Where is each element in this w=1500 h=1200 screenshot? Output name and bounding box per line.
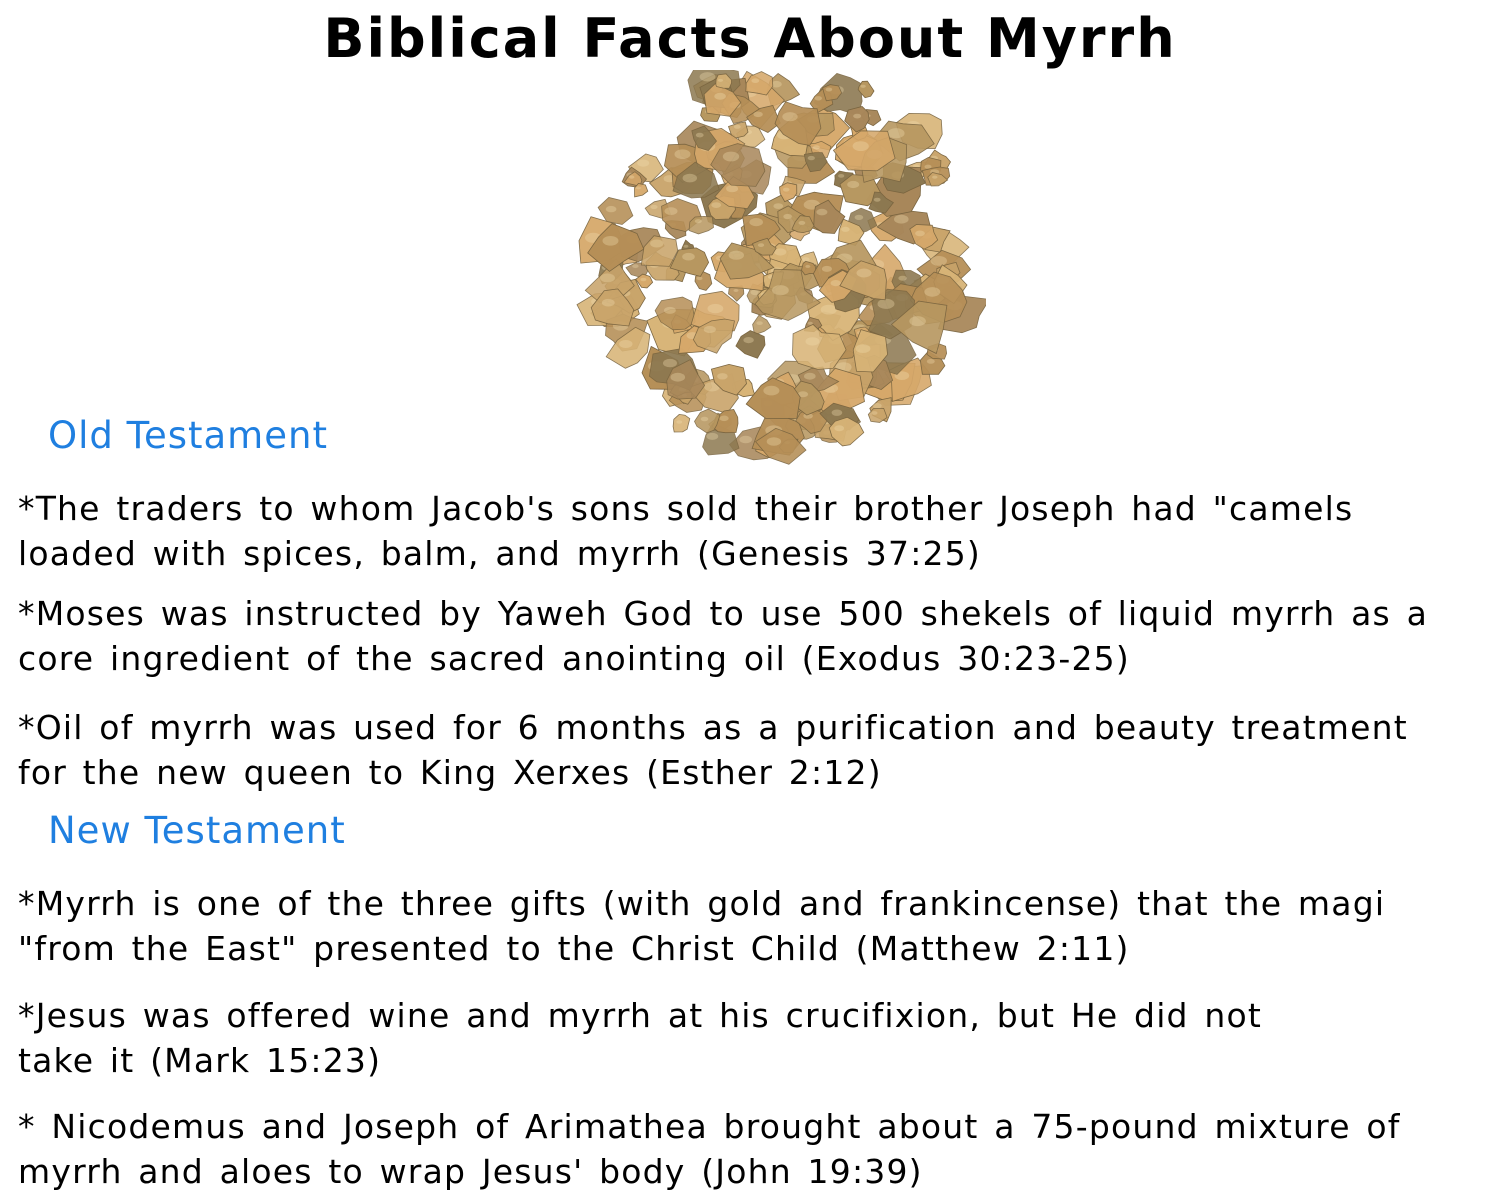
resin-highlight — [909, 316, 926, 326]
resin-highlight — [860, 85, 865, 88]
resin-highlight — [606, 206, 617, 212]
resin-highlight — [619, 340, 632, 348]
fact-line: take it (Mark 15:23) — [18, 1041, 382, 1080]
resin-chunk — [711, 144, 765, 187]
resin-highlight — [602, 299, 615, 307]
resin-highlight — [708, 304, 724, 313]
fact-line: *Oil of myrrh was used for 6 months as a purification and beauty treatment — [18, 708, 1408, 747]
resin-highlight — [894, 215, 909, 224]
resin-highlight — [636, 186, 641, 189]
resin-highlight — [632, 264, 638, 268]
resin-highlight — [718, 79, 723, 82]
resin-highlight — [871, 411, 877, 415]
resin-highlight — [813, 145, 820, 149]
resin-highlight — [826, 88, 833, 92]
resin-highlight — [665, 207, 678, 215]
resin-highlight — [853, 114, 861, 119]
resin-highlight — [682, 253, 695, 261]
new-testament-fact — [18, 1104, 1488, 1194]
resin-highlight — [640, 278, 646, 282]
resin-highlight — [671, 373, 686, 382]
resin-highlight — [650, 240, 663, 248]
resin-highlight — [832, 410, 843, 416]
resin-chunk — [635, 184, 648, 197]
resin-highlight — [720, 416, 729, 422]
new-testament-fact — [18, 881, 1488, 971]
resin-highlight — [756, 321, 762, 325]
resin-chunk — [736, 331, 765, 359]
resin-highlight — [873, 403, 882, 409]
resin-highlight — [683, 245, 688, 248]
resin-highlight — [804, 373, 816, 380]
resin-highlight — [783, 214, 792, 219]
resin-highlight — [711, 202, 721, 208]
fact-line: *Jesus was offered wine and myrrh at his crucifixion, but He did not — [18, 996, 1263, 1035]
resin-highlight — [664, 307, 676, 314]
resin-chunk — [689, 216, 714, 234]
resin-highlight — [749, 218, 763, 226]
page-title: Biblical Facts About Myrrh — [323, 7, 1177, 70]
resin-highlight — [676, 420, 682, 423]
resin-highlight — [603, 236, 619, 246]
fact-line: myrrh and aloes to wrap Jesus' body (John 19:39) — [18, 1152, 923, 1191]
resin-highlight — [898, 276, 906, 281]
old-testament-fact — [18, 705, 1488, 795]
resin-highlight — [726, 185, 738, 192]
resin-chunk — [753, 315, 771, 335]
resin-chunk — [673, 414, 690, 432]
resin-highlight — [927, 359, 935, 364]
fact-line: *Myrrh is one of the three gifts (with gold and frankincense) that the magi — [18, 884, 1386, 923]
resin-highlight — [808, 322, 813, 325]
resin-highlight — [878, 299, 895, 309]
resin-highlight — [696, 133, 704, 138]
resin-highlight — [831, 280, 841, 286]
resin-highlight — [783, 188, 790, 192]
resin-highlight — [782, 112, 797, 121]
resin-highlight — [758, 243, 764, 247]
resin-highlight — [888, 128, 905, 138]
fact-line: loaded with spices, balm, and myrrh (Genesis 37:25) — [18, 534, 981, 573]
resin-pieces — [577, 70, 986, 464]
resin-highlight — [751, 78, 759, 83]
resin-highlight — [874, 198, 881, 202]
resin-highlight — [723, 152, 739, 162]
resin-highlight — [763, 386, 779, 396]
resin-highlight — [806, 337, 820, 345]
resin-highlight — [734, 125, 741, 129]
resin-highlight — [637, 160, 649, 167]
resin-highlight — [772, 285, 789, 295]
resin-highlight — [838, 174, 844, 178]
resin-highlight — [774, 248, 786, 255]
resin-chunk — [833, 131, 895, 171]
resin-highlight — [853, 141, 869, 151]
fact-line: "from the East" presented to the Christ Child (Matthew 2:11) — [18, 929, 1130, 968]
resin-highlight — [841, 227, 850, 232]
resin-highlight — [808, 156, 815, 160]
resin-highlight — [799, 221, 806, 225]
resin-highlight — [847, 181, 859, 188]
resin-highlight — [663, 359, 677, 367]
resin-highlight — [932, 176, 937, 179]
resin-highlight — [924, 287, 940, 297]
resin-highlight — [701, 417, 709, 422]
resin-highlight — [931, 256, 947, 266]
resin-highlight — [743, 337, 753, 343]
resin-highlight — [821, 305, 837, 315]
old-testament-fact — [18, 486, 1488, 576]
old-testament-heading: Old Testament — [48, 414, 328, 457]
fact-line: *Moses was instructed by Yaweh God to use 500 shekels of liquid myrrh as a — [18, 594, 1429, 633]
resin-highlight — [805, 265, 810, 268]
resin-highlight — [753, 112, 762, 118]
resin-highlight — [729, 251, 744, 260]
resin-highlight — [739, 436, 752, 444]
resin-highlight — [857, 269, 872, 278]
new-testament-heading: New Testament — [48, 809, 346, 852]
resin-highlight — [816, 209, 827, 216]
resin-highlight — [629, 176, 634, 179]
fact-line: *The traders to whom Jacob's sons sold their brother Joseph had "camels — [18, 489, 1354, 528]
resin-highlight — [834, 425, 844, 431]
resin-highlight — [855, 215, 864, 220]
resin-highlight — [714, 93, 726, 100]
resin-highlight — [675, 149, 691, 159]
fact-line: for the new queen to King Xerxes (Esther 2:12) — [18, 753, 882, 792]
resin-highlight — [706, 433, 718, 440]
resin-highlight — [815, 96, 822, 100]
resin-highlight — [697, 277, 703, 281]
resin-highlight — [734, 289, 739, 292]
resin-highlight — [704, 326, 716, 333]
resin-highlight — [600, 273, 615, 282]
myrrh-resin-pile-icon — [574, 70, 986, 465]
resin-highlight — [773, 203, 783, 209]
resin-highlight — [925, 165, 932, 169]
resin-highlight — [767, 437, 781, 446]
new-testament-fact — [18, 993, 1488, 1083]
resin-highlight — [822, 266, 832, 272]
fact-line: * Nicodemus and Joseph of Arimathea brought about a 75-pound mixture of — [18, 1107, 1401, 1146]
resin-highlight — [650, 205, 657, 209]
resin-highlight — [695, 219, 702, 223]
fact-line: core ingredient of the sacred anointing oil (Exodus 30:23-25) — [18, 639, 1130, 678]
resin-highlight — [856, 344, 871, 353]
resin-highlight — [683, 174, 697, 183]
old-testament-fact — [18, 591, 1488, 681]
resin-highlight — [915, 231, 925, 237]
resin-highlight — [717, 373, 728, 379]
